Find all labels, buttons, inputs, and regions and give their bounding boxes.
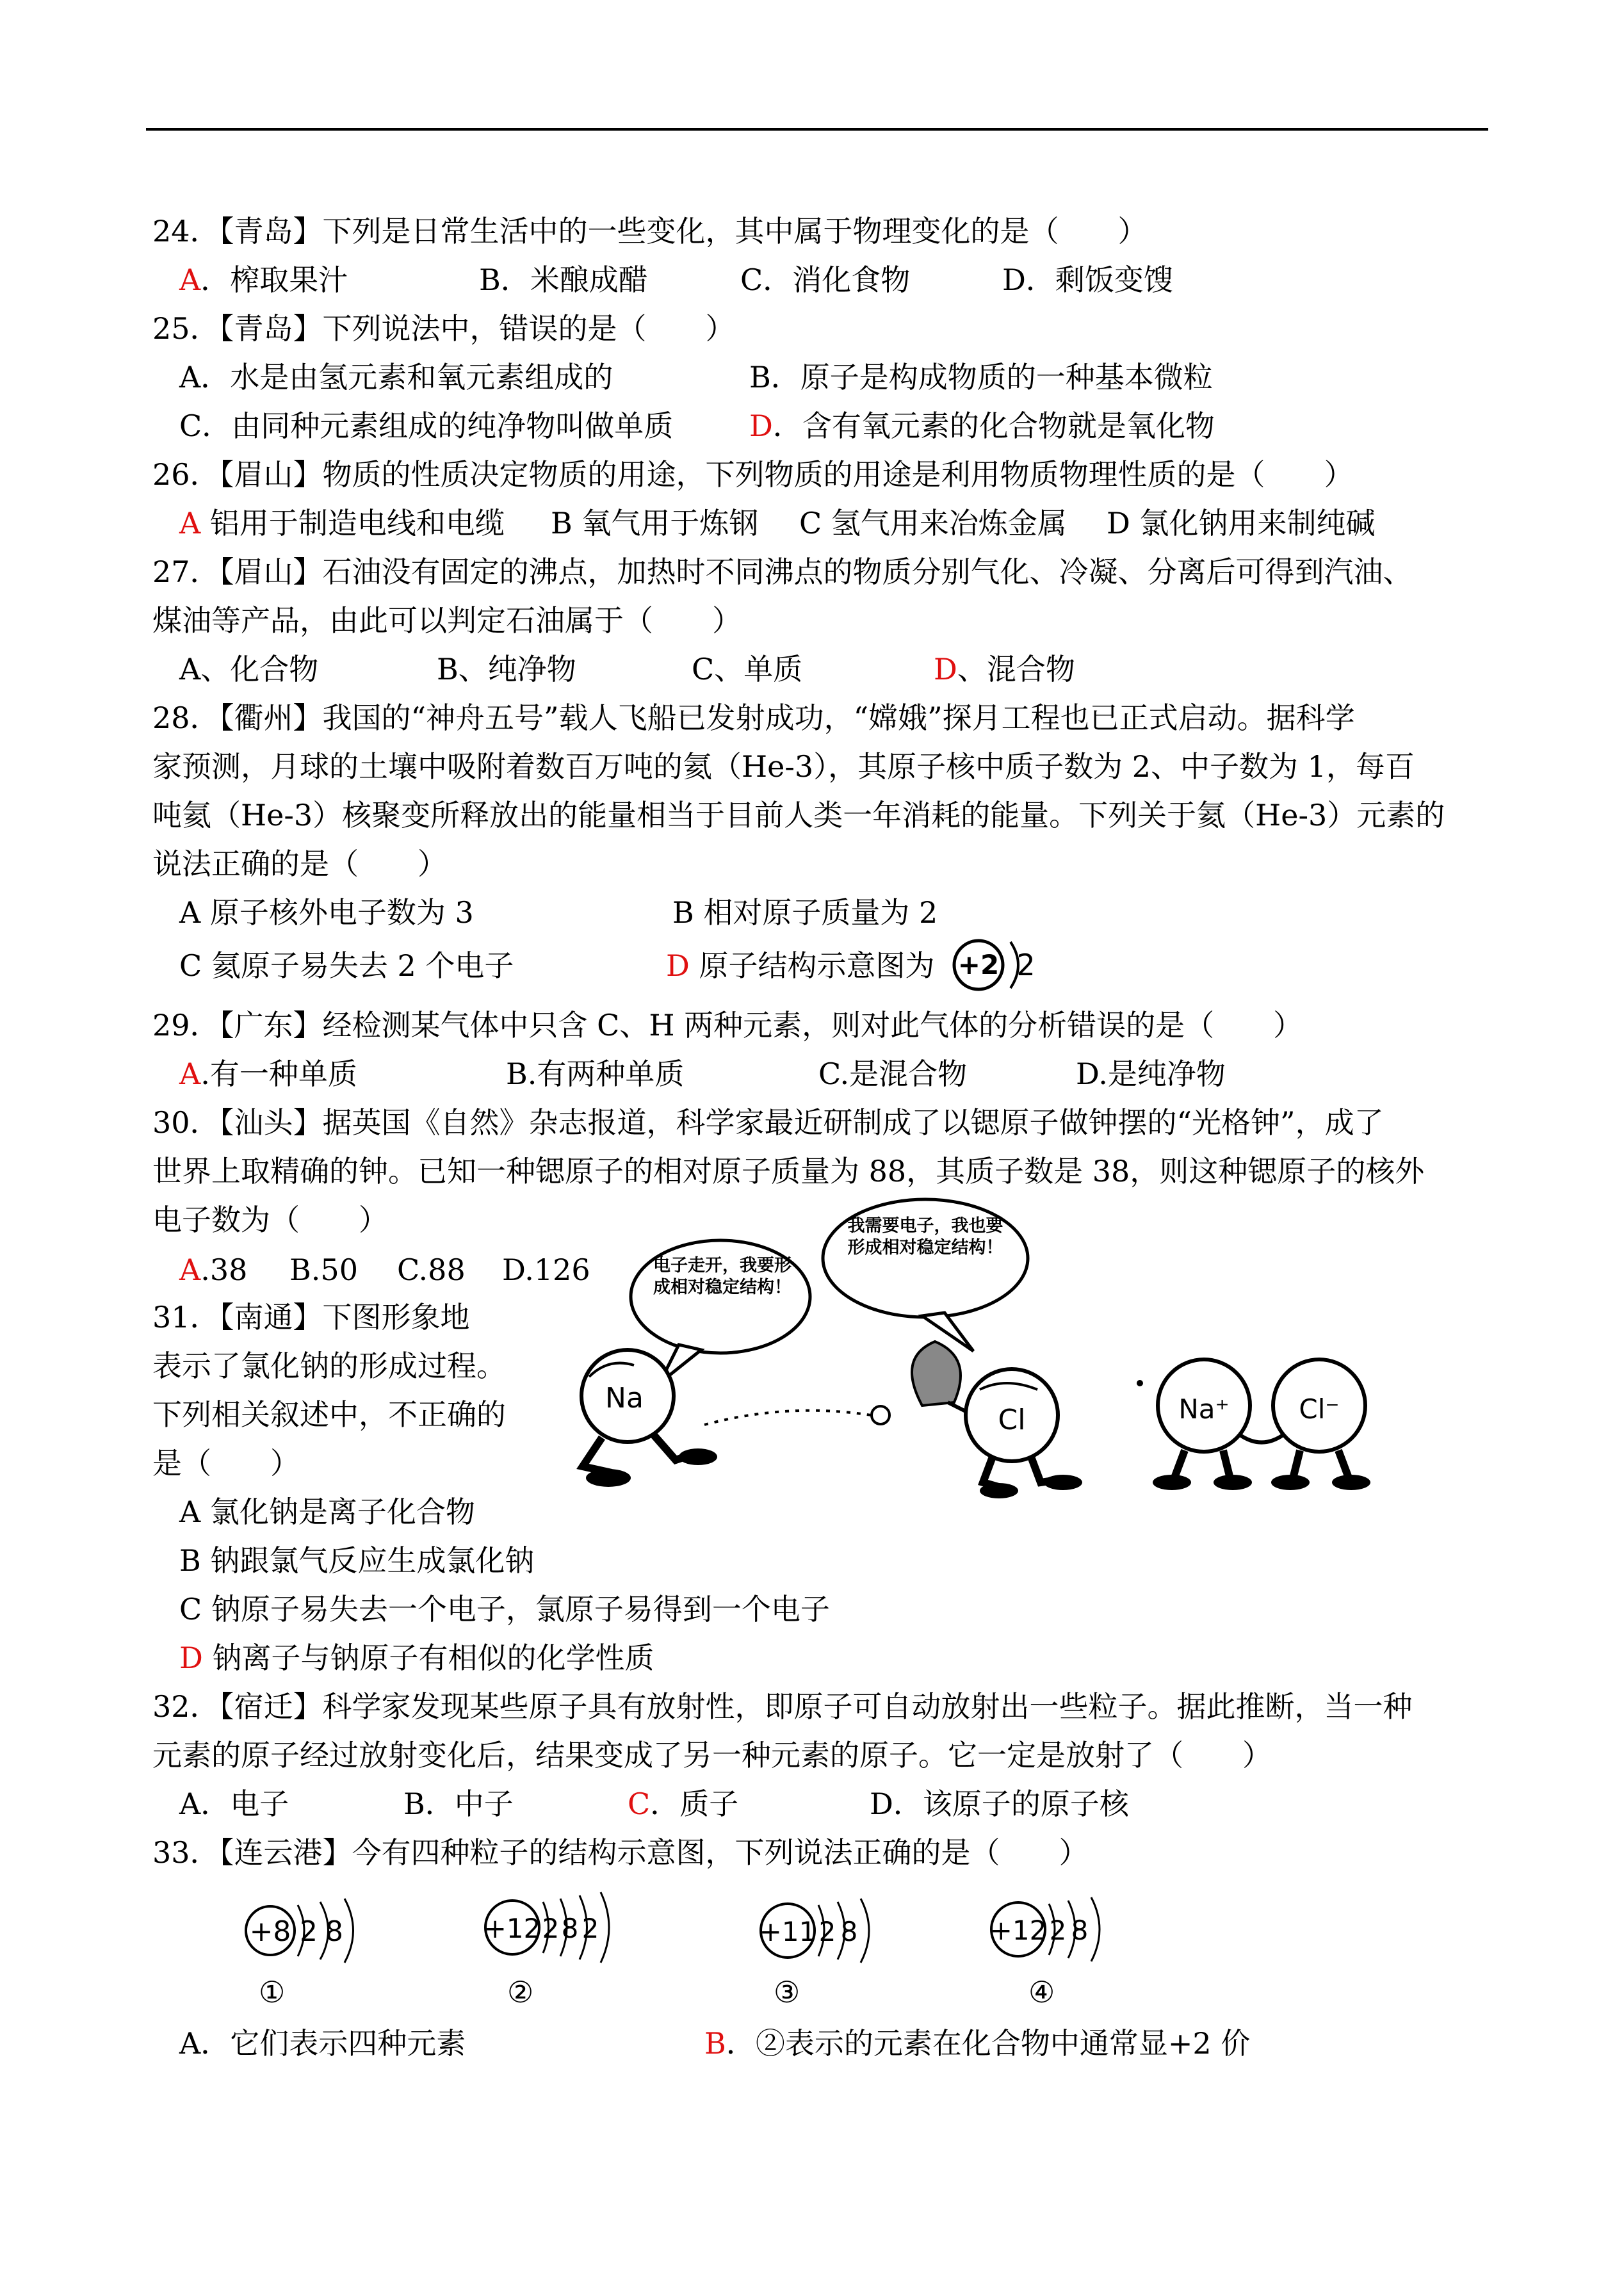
q26-option-b[interactable]: B 氧气用于炼钢: [551, 506, 759, 540]
q27-option-c[interactable]: C、单质: [692, 652, 803, 686]
q26-option-d[interactable]: D 氯化钠用来制纯碱: [1107, 506, 1376, 540]
q24-option-a-text: ．榨取果汁: [200, 263, 348, 297]
q30-option-a-text: .38: [200, 1253, 248, 1287]
q33-label-4: ④: [1028, 1975, 1055, 2009]
q31-stem-line4: 是（ ）: [152, 1446, 300, 1480]
q24-option-a-letter: A: [179, 263, 201, 297]
q30-option-b[interactable]: B.50: [289, 1253, 358, 1287]
q33-particle-4-nucleus: +12: [989, 1915, 1047, 1946]
q32-option-a[interactable]: A．电子: [179, 1787, 289, 1821]
q25-option-d[interactable]: [749, 408, 1215, 444]
q30-stem-line3: 电子数为（ ）: [152, 1203, 388, 1237]
q28-stem-line3: 吨氦（He-3）核聚变所释放出的能量相当于目前人类一年消耗的能量。下列关于氦（He-3）元素的: [152, 798, 1445, 832]
q30-stem-line1: 30．【汕头】据英国《自然》杂志报道，科学家最近研制成了以锶原子做钟摆的“光格钟”，成了: [152, 1105, 1384, 1140]
q29-option-a-letter: A: [179, 1057, 201, 1091]
q30-option-a[interactable]: [179, 1252, 247, 1288]
q27-option-b[interactable]: B、纯净物: [437, 652, 576, 686]
q30-option-c[interactable]: C.88: [397, 1253, 466, 1287]
q33-particle-1-shell-2: 8: [325, 1915, 343, 1948]
q28-option-a[interactable]: A 原子核外电子数为 3: [179, 895, 474, 930]
q33-particle-2-shell-1: 2: [542, 1913, 560, 1944]
q28-stem-line2: 家预测，月球的土壤中吸附着数百万吨的氦（He-3），其原子核中质子数为 2、中子数为 1，每百: [152, 749, 1415, 784]
q32-stem-line1: 32．【宿迁】科学家发现某些原子具有放射性，即原子可自动放射出一些粒子。据此推断，当一种: [152, 1689, 1413, 1724]
q33-particle-1-nucleus: +8: [249, 1915, 291, 1948]
q25-option-a[interactable]: A．水是由氢元素和氧元素组成的: [179, 360, 613, 394]
q28-stem-line1: 28．【衢州】我国的“神舟五号”载人飞船已发射成功，“嫦娥”探月工程也已正式启动。据科学: [152, 701, 1355, 735]
q33-particle-3-shell-1: 2: [818, 1916, 836, 1947]
q33-stem: 33．【连云港】今有四种粒子的结构示意图，下列说法正确的是（ ）: [152, 1835, 1089, 1870]
q32-stem-line2: 元素的原子经过放射变化后，结果变成了另一种元素的原子。它一定是放射了（ ）: [152, 1738, 1272, 1772]
q24-stem: 24．【青岛】下列是日常生活中的一些变化，其中属于物理变化的是（ ）: [152, 214, 1148, 248]
q30-option-d[interactable]: D.126: [502, 1253, 590, 1287]
q33-particle-3: [759, 1899, 869, 1963]
q33-particle-diagrams: [231, 1879, 1127, 2007]
q28-stem-line4: 说法正确的是（ ）: [152, 847, 447, 881]
q24-option-c[interactable]: C．消化食物: [740, 263, 911, 297]
q25-option-d-text: ．含有氧元素的化合物就是氧化物: [772, 409, 1215, 443]
q31-sodium-chloride-cartoon: [564, 1197, 1402, 1498]
q33-option-b-text: ．②表示的元素在化合物中通常显+2 价: [726, 2026, 1251, 2061]
q33-label-3: ③: [774, 1975, 800, 2009]
q24-option-a[interactable]: [179, 262, 348, 298]
q28-option-d[interactable]: [666, 948, 935, 984]
q27-option-a[interactable]: A、化合物: [179, 652, 319, 686]
q26-option-a[interactable]: [179, 505, 505, 541]
q29-option-d[interactable]: D.是纯净物: [1076, 1057, 1226, 1091]
header-rule: [146, 128, 1488, 131]
q32-option-c-text: ．质子: [650, 1787, 739, 1821]
q25-option-d-letter: D: [749, 409, 773, 443]
q25-option-c[interactable]: C．由同种元素组成的纯净物叫做单质: [179, 409, 674, 443]
q32-option-b[interactable]: B．中子: [403, 1787, 514, 1821]
q31-option-d[interactable]: [179, 1640, 654, 1676]
q33-particle-2-shell-3: 2: [581, 1913, 599, 1944]
q28-option-b[interactable]: B 相对原子质量为 2: [672, 895, 938, 930]
q33-particle-2-shell-2: 8: [561, 1913, 579, 1944]
q31-na-speech-text: 电子走开，我要形成相对稳定结构！: [653, 1256, 792, 1297]
q32-option-d[interactable]: D．该原子的原子核: [870, 1787, 1129, 1821]
q30-option-a-letter: A: [179, 1253, 201, 1287]
q32-option-c-letter: C: [628, 1787, 651, 1821]
q28-option-c[interactable]: C 氦原子易失去 2 个电子: [179, 948, 514, 983]
q24-option-b[interactable]: B．米酿成醋: [479, 263, 648, 297]
q26-stem: 26．【眉山】物质的性质决定物质的用途，下列物质的用途是利用物质物理性质的是（ ）: [152, 457, 1354, 492]
q31-cl-ion-label: Cl⁻: [1299, 1393, 1340, 1425]
q31-option-d-letter: D: [179, 1641, 203, 1675]
q28-helium-atom-diagram: [950, 932, 1046, 996]
q30-stem-line2: 世界上取精确的钟。已知一种锶原子的相对原子质量为 88，其质子数是 38，则这种锶原子的核外: [152, 1154, 1425, 1188]
q33-label-1: ①: [259, 1975, 286, 2009]
q31-stem-line2: 表示了氯化钠的形成过程。: [152, 1349, 506, 1383]
q31-na-ion-label: Na⁺: [1178, 1393, 1230, 1425]
q31-stem-line3: 下列相关叙述中，不正确的: [152, 1397, 506, 1432]
q26-option-a-text: 铝用于制造电线和电缆: [200, 506, 505, 540]
q29-option-c[interactable]: C.是混合物: [818, 1057, 968, 1091]
q33-particle-2-nucleus: +12: [483, 1913, 541, 1944]
q25-option-b[interactable]: B．原子是构成物质的一种基本微粒: [749, 360, 1213, 394]
q33-particle-3-nucleus: +11: [759, 1916, 816, 1947]
q31-na-label: Na: [605, 1382, 644, 1415]
q33-particle-4: [990, 1897, 1100, 1961]
q33-particle-1-shell-1: 2: [300, 1915, 318, 1948]
q33-particle-4-shell-2: 8: [1071, 1915, 1089, 1946]
q31-option-a[interactable]: A 氯化钠是离子化合物: [179, 1495, 475, 1529]
q26-option-c[interactable]: C 氢气用来冶炼金属: [799, 506, 1067, 540]
q25-stem: 25．【青岛】下列说法中，错误的是（ ）: [152, 311, 735, 346]
q28-shell-1: 2: [1016, 948, 1035, 982]
q29-stem: 29．【广东】经检测某气体中只含 C、H 两种元素，则对此气体的分析错误的是（ ）: [152, 1008, 1303, 1042]
q27-option-d-letter: D: [934, 652, 957, 686]
q31-option-d-text: 钠离子与钠原子有相似的化学性质: [202, 1641, 654, 1675]
q33-option-a[interactable]: A．它们表示四种元素: [179, 2026, 466, 2061]
q27-stem-line1: 27．【眉山】石油没有固定的沸点，加热时不同沸点的物质分别气化、冷凝、分离后可得到汽油、: [152, 555, 1413, 589]
q31-option-c[interactable]: C 钠原子易失去一个电子，氯原子易得到一个电子: [179, 1592, 830, 1626]
q28-option-d-text: 原子结构示意图为: [689, 948, 935, 983]
q33-label-2: ②: [507, 1975, 534, 2009]
q28-nucleus-charge: +2: [957, 949, 1000, 980]
q28-option-d-letter: D: [666, 948, 690, 983]
q33-particle-3-shell-2: 8: [840, 1916, 858, 1947]
q32-option-c[interactable]: [628, 1786, 738, 1822]
q29-option-b[interactable]: B.有两种单质: [506, 1057, 685, 1091]
q33-particle-1: [246, 1899, 353, 1963]
q31-stem-line1: 31．【南通】下图形象地: [152, 1300, 470, 1334]
q24-option-d[interactable]: D．剩饭变馊: [1002, 263, 1173, 297]
q29-option-a-text: .有一种单质: [200, 1057, 357, 1091]
q31-option-b[interactable]: B 钠跟氯气反应生成氯化钠: [179, 1543, 535, 1578]
q27-option-d-text: 、混合物: [957, 652, 1075, 686]
q27-option-d[interactable]: [934, 651, 1075, 687]
q29-option-a[interactable]: [179, 1056, 357, 1092]
q31-cl-speech-text: 我需要电子，我也要形成相对稳定结构！: [847, 1216, 1003, 1258]
q33-particle-2: [484, 1892, 609, 1963]
q27-stem-line2: 煤油等产品，由此可以判定石油属于（ ）: [152, 603, 742, 638]
q26-option-a-letter: A: [179, 506, 201, 540]
q33-option-b[interactable]: [704, 2025, 1250, 2061]
q31-cl-label: Cl: [998, 1404, 1026, 1436]
q33-option-b-letter: B: [704, 2026, 726, 2061]
q33-particle-4-shell-1: 2: [1049, 1915, 1067, 1946]
